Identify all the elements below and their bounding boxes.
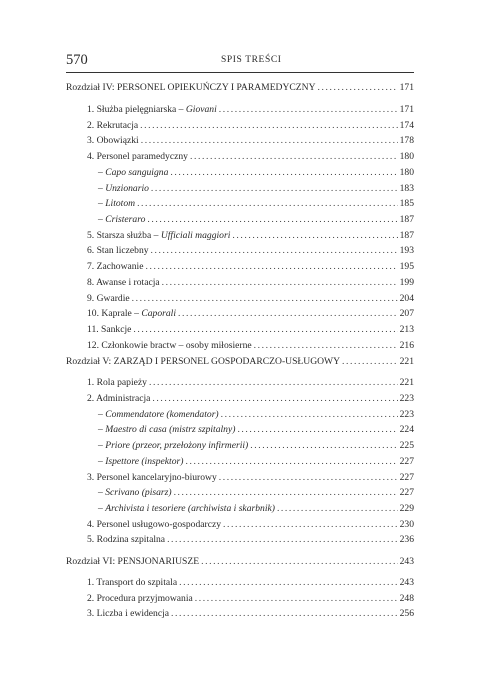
toc-entry-italic-term: Commendatore (komendator): [105, 409, 219, 420]
toc-entry-title: [66, 354, 340, 370]
toc-entry-title-text: –: [98, 456, 106, 467]
toc-entry: [66, 102, 414, 118]
toc-entry-title-text: –: [98, 214, 106, 225]
toc-entry-title: [98, 501, 275, 517]
toc-entry-title-text: 2. Administracja: [87, 393, 151, 404]
toc-page-number: 236: [399, 534, 414, 545]
dot-leader: [219, 470, 398, 486]
toc-entry: [66, 485, 414, 501]
toc-entry: [66, 470, 414, 486]
dot-leader: [277, 501, 398, 517]
toc-page-number: 187: [399, 230, 414, 241]
dot-leader: [145, 259, 397, 275]
toc-page-number: 256: [399, 608, 414, 619]
page-header: [66, 52, 414, 72]
toc-entry: [66, 291, 414, 307]
toc-entry-title-text: 1. Służba pielęgniarska –: [87, 104, 186, 115]
toc-page-number: 180: [399, 151, 414, 162]
toc-entry-title: [98, 165, 168, 181]
dot-leader: [170, 165, 397, 181]
toc-entry-title-text: 4. Personel paramedyczny: [87, 151, 188, 162]
dot-leader: [140, 118, 397, 134]
toc-entry-title: [87, 338, 252, 354]
toc-entry-title: [87, 375, 147, 391]
toc-chapter: [66, 80, 414, 96]
toc-entry-title-text: –: [98, 183, 106, 194]
toc-entry-title-text: 6. Stan liczebny: [87, 245, 149, 256]
toc-entry: [66, 243, 414, 259]
toc-entry: [66, 149, 414, 165]
dot-leader: [179, 575, 398, 591]
dot-leader: [185, 454, 397, 470]
dot-leader: [151, 181, 398, 197]
toc-entry-title-text: 9. Gwardie: [87, 293, 130, 304]
toc-entry-italic-term: Ufficiali maggiori: [160, 230, 231, 241]
toc-chapter: [66, 354, 414, 370]
toc-page-number: 216: [399, 340, 414, 351]
dot-leader: [195, 591, 398, 607]
toc-entry-title-text: 7. Zachowanie: [87, 261, 144, 272]
toc-entry: [66, 407, 414, 423]
toc-entry: [66, 165, 414, 181]
dot-leader: [250, 438, 397, 454]
dot-leader: [190, 149, 398, 165]
toc-entry-title: [87, 228, 230, 244]
toc-entry: [66, 228, 414, 244]
toc-entry-title: [87, 306, 176, 322]
dot-leader: [219, 102, 398, 118]
header-rule: [66, 72, 414, 73]
toc-entry-title: [98, 407, 219, 423]
dot-leader: [167, 532, 398, 548]
toc-entry-title-text: 10. Kaprale –: [87, 308, 142, 319]
toc-entry: [66, 591, 414, 607]
toc-page-number: 243: [399, 556, 414, 567]
toc-page-number: 224: [399, 424, 414, 435]
toc-entry-title: [98, 454, 183, 470]
toc-entry-title-text: 3. Obowiązki: [87, 135, 139, 146]
toc-entry-title-text: 4. Personel usługowo-gospodarczy: [87, 519, 222, 530]
dot-leader: [237, 422, 397, 438]
toc-entry-title: [87, 133, 139, 149]
toc-entry: [66, 422, 414, 438]
toc-entry-italic-term: Giovani: [185, 104, 217, 115]
toc-entry: [66, 391, 414, 407]
toc-page-number: 195: [399, 261, 414, 272]
toc-page-number: 204: [399, 293, 414, 304]
toc-entry-italic-term: Maestro di casa (mistrz szpitalny): [105, 424, 236, 435]
toc-page-number: 187: [399, 214, 414, 225]
toc-page-number: 171: [399, 104, 414, 115]
dot-leader: [174, 485, 398, 501]
dot-leader: [171, 606, 398, 622]
toc-entry-italic-term: Litotom: [105, 198, 136, 209]
toc-entry-title-text: –: [98, 167, 106, 178]
toc-entry-italic-term: Capo sanguigna: [105, 167, 169, 178]
toc-entry-italic-term: Scrivano (pisarz): [105, 487, 172, 498]
toc-entry: [66, 438, 414, 454]
dot-leader: [141, 133, 398, 149]
toc-entry-title: [87, 102, 217, 118]
toc-entry: [66, 275, 414, 291]
dot-leader: [152, 391, 397, 407]
toc-page-number: 243: [399, 577, 414, 588]
toc-entry: [66, 133, 414, 149]
toc-entry-title-text: 2. Procedura przyjmowania: [87, 593, 193, 604]
dot-leader: [149, 375, 398, 391]
toc-page-number: 223: [399, 393, 414, 404]
toc-entry-title-text: 2. Rekrutacja: [87, 120, 139, 131]
dot-leader: [151, 243, 398, 259]
toc-page-number: 174: [399, 120, 414, 131]
dot-leader: [232, 228, 397, 244]
toc-entry: [66, 575, 414, 591]
toc-entry-title: [98, 422, 235, 438]
toc-entry: [66, 196, 414, 212]
toc-entry: [66, 517, 414, 533]
toc-entry-title-text: 1. Rola papieży: [87, 377, 147, 388]
toc-page-number: 183: [399, 183, 414, 194]
toc-entry: [66, 375, 414, 391]
toc-entry-title-text: –: [98, 409, 106, 420]
toc-page-number: 248: [399, 593, 414, 604]
toc-entry-title: [98, 438, 248, 454]
toc-entry: [66, 259, 414, 275]
page-number: 570: [66, 52, 88, 68]
dot-leader: [223, 517, 398, 533]
toc-entry: [66, 338, 414, 354]
toc-entry-title: [87, 259, 143, 275]
toc-entry-title-text: Rozdział VI: PENSJONARIUSZE: [66, 556, 200, 567]
toc-entry: [66, 532, 414, 548]
toc-entry-title-text: Rozdział V: ZARZĄD I PERSONEL GOSPODARCZO-USŁUGOWY: [66, 356, 341, 367]
toc-entry-italic-term: Unzionario: [105, 183, 149, 194]
toc-entry-title: [98, 485, 172, 501]
toc-entry-title: [87, 118, 138, 134]
toc-entry: [66, 118, 414, 134]
toc-entry-title: [87, 606, 169, 622]
dot-leader: [318, 80, 398, 96]
dot-leader: [137, 196, 398, 212]
toc-entry-italic-term: Cristeraro: [105, 214, 146, 225]
toc-entry-title-text: –: [98, 440, 106, 451]
toc-entry-title: [98, 212, 145, 228]
toc-entry-title: [98, 181, 149, 197]
toc-page-number: 213: [399, 324, 414, 335]
toc-entry: [66, 212, 414, 228]
toc-entry-italic-term: Caporali: [141, 308, 177, 319]
toc-entry-title: [87, 470, 217, 486]
toc-page-number: 221: [399, 356, 414, 367]
toc-page-number: 207: [399, 308, 414, 319]
toc-entry-title-text: 3. Liczba i ewidencja: [87, 608, 170, 619]
running-title: SPIS TREŚCI: [221, 55, 282, 65]
toc-entry-title: [66, 80, 316, 96]
toc-entry-title-text: –: [98, 503, 106, 514]
toc-page-number: 223: [399, 409, 414, 420]
toc-entry: [66, 454, 414, 470]
dot-leader: [178, 306, 398, 322]
dot-leader: [132, 291, 398, 307]
toc-page-number: 227: [399, 456, 414, 467]
toc-entry-title-text: 1. Transport do szpitala: [87, 577, 178, 588]
toc-entry-title-text: 3. Personel kancelaryjno-biurowy: [87, 472, 217, 483]
toc-chapter: [66, 554, 414, 570]
toc-page-number: 185: [399, 198, 414, 209]
toc-entry-title-text: Rozdział IV: PERSONEL OPIEKUŃCZY I PARAMEDYCZNY: [66, 82, 316, 93]
toc-entry-title: [87, 243, 149, 259]
toc-entry-title: [87, 391, 150, 407]
toc-entry: [66, 306, 414, 322]
toc-page-number: 178: [399, 135, 414, 146]
toc-entry-italic-term: Priore (przeor, przełożony infirmerii): [105, 440, 249, 451]
toc-entry-title-text: 5. Rodzina szpitalna: [87, 534, 166, 545]
dot-leader: [254, 338, 398, 354]
dot-leader: [133, 322, 397, 338]
toc-entry-title-text: –: [98, 424, 106, 435]
toc-page-number: 171: [399, 82, 414, 93]
toc-entry-title-text: 8. Awanse i rotacja: [87, 277, 160, 288]
toc-page-number: 230: [399, 519, 414, 530]
toc-entry-title: [87, 322, 131, 338]
toc-entry-title: [87, 591, 193, 607]
toc-entry-title: [87, 149, 188, 165]
toc-page-number: 221: [399, 377, 414, 388]
dot-leader: [162, 275, 398, 291]
toc-entry-title-text: 12. Członkowie bractw – osoby miłosierne: [87, 340, 252, 351]
toc-entry-title-text: 5. Starsza służba –: [87, 230, 161, 241]
toc-entry-title: [87, 517, 221, 533]
toc-entry-title-text: –: [98, 198, 106, 209]
toc-entry-title-text: –: [98, 487, 106, 498]
dot-leader: [201, 554, 398, 570]
toc-entry-title: [66, 554, 199, 570]
toc-entry: [66, 181, 414, 197]
toc-page-number: 227: [399, 472, 414, 483]
dot-leader: [342, 354, 398, 370]
toc-entry-italic-term: Ispettore (inspektor): [105, 456, 184, 467]
toc-entry-title: [87, 575, 177, 591]
toc-page-number: 199: [399, 277, 414, 288]
toc-entry-title: [87, 532, 165, 548]
dot-leader: [147, 212, 397, 228]
toc-entry: [66, 322, 414, 338]
toc-entry: [66, 606, 414, 622]
toc-page-number: 227: [399, 487, 414, 498]
toc-page-number: 225: [399, 440, 414, 451]
toc-entry-italic-term: Archivista i tesoriere (archiwista i skarbnik): [105, 503, 275, 514]
toc-entry-title: [87, 291, 130, 307]
dot-leader: [221, 407, 398, 423]
toc-entry-title: [98, 196, 135, 212]
toc-page-number: 193: [399, 245, 414, 256]
toc-entry: [66, 501, 414, 517]
toc-entry-title: [87, 275, 160, 291]
toc-page-number: 229: [399, 503, 414, 514]
toc-entry-title-text: 11. Sankcje: [87, 324, 132, 335]
toc-page-number: 180: [399, 167, 414, 178]
